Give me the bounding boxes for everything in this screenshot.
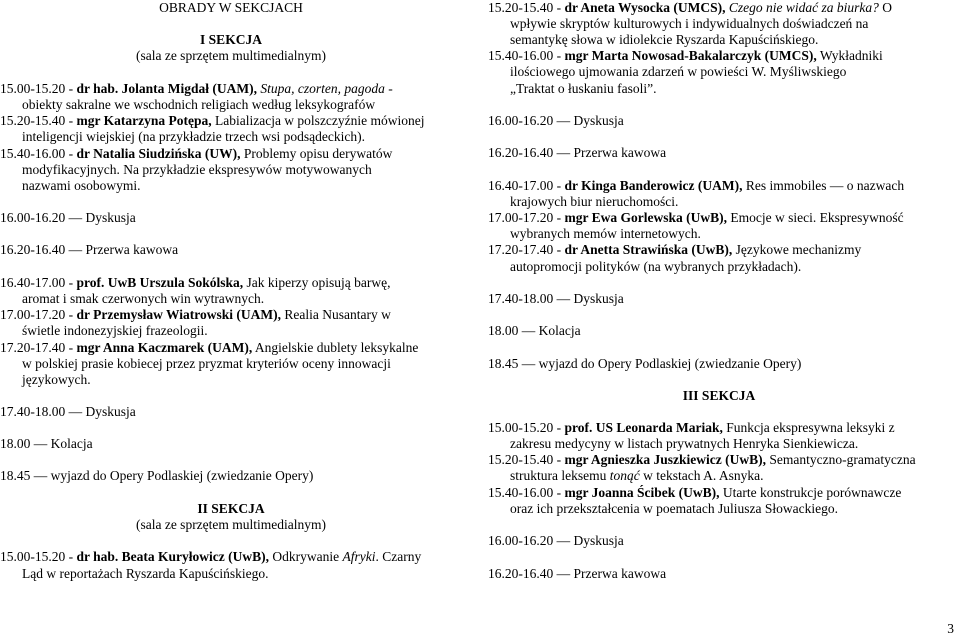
discussion: 17.40-18.00 — Dyskusja [488, 291, 624, 306]
talk-line: 17.00-17.20 - mgr Ewa Gorlewska (UwB), Emocje w sieci. Ekspresywność [488, 210, 904, 225]
coffee-break: 16.20-16.40 — Przerwa kawowa [488, 145, 667, 160]
talk-line-cont: modyfikacyjnych. Na przykładzie ekspresywów motywowanych [22, 162, 372, 177]
talk-line: 15.00-15.20 - dr hab. Jolanta Migdał (UAM), Stupa, czorten, pagoda - [0, 81, 393, 96]
talk-line-cont: semantykę słowa w idiolekcie Ryszarda Kapuścińskiego. [510, 32, 819, 47]
discussion: 17.40-18.00 — Dyskusja [0, 404, 136, 419]
talk-line: 15.40-16.00 - mgr Marta Nowosad-Bakalarczyk (UMCS), Wykładniki [488, 48, 883, 63]
page-heading: OBRADY W SEKCJACH [159, 0, 303, 15]
talk-line-cont: autopromocji polityków (na wybranych przykładach). [510, 259, 802, 274]
dinner: 18.00 — Kolacja [488, 323, 581, 338]
talk-line-cont: „Traktat o łuskaniu fasoli”. [510, 81, 657, 96]
talk-line-cont: struktura leksemu tonąć w tekstach A. Asnyka. [510, 468, 764, 483]
talk-line-cont: językowych. [22, 372, 91, 387]
page-number: 3 [947, 621, 954, 637]
discussion: 16.00-16.20 — Dyskusja [488, 113, 624, 128]
opera-trip: 18.45 — wyjazd do Opery Podlaskiej (zwiedzanie Opery) [488, 356, 802, 371]
talk-line: 15.20-15.40 - dr Aneta Wysocka (UMCS), Czego nie widać za biurka? O [488, 0, 893, 15]
talk-line: 16.40-17.00 - prof. UwB Urszula Sokólska, Jak kiperzy opisują barwę, [0, 275, 391, 290]
talk-line: 15.00-15.20 - dr hab. Beata Kuryłowicz (UwB), Odkrywanie Afryki. Czarny [0, 549, 422, 564]
talk-line-cont: aromat i smak czerwonych win wytrawnych. [22, 291, 265, 306]
talk-line-cont: wpływie skryptów kulturowych i indywidualnych doświadczeń na [510, 16, 869, 31]
talk-line: 17.20-17.40 - dr Anetta Strawińska (UwB), Językowe mechanizmy [488, 242, 862, 257]
talk-line-cont: obiekty sakralne we wschodnich religiach według leksykografów [22, 97, 376, 112]
dinner: 18.00 — Kolacja [0, 436, 93, 451]
talk-line-cont: Ląd w reportażach Ryszarda Kapuścińskiego. [22, 566, 269, 581]
coffee-break: 16.20-16.40 — Przerwa kawowa [488, 566, 667, 581]
talk-line-cont: krajowych biur nieruchomości. [510, 194, 679, 209]
coffee-break: 16.20-16.40 — Przerwa kawowa [0, 242, 179, 257]
talk-line-cont: świetle indonezyjskiej frazeologii. [22, 323, 208, 338]
section-1-title: I SEKCJA [200, 32, 262, 47]
talk-line: 16.40-17.00 - dr Kinga Banderowicz (UAM), Res immobiles — o nazwach [488, 178, 905, 193]
talk-line: 17.00-17.20 - dr Przemysław Wiatrowski (UAM), Realia Nusantary w [0, 307, 391, 322]
talk-line: 15.20-15.40 - mgr Agnieszka Juszkiewicz (UwB), Semantyczno-gramatyczna [488, 452, 916, 467]
talk-line-cont: zakresu medycyny w listach prywatnych Henryka Sienkiewicza. [510, 436, 859, 451]
talk-line: 15.20-15.40 - mgr Katarzyna Potępa, Labializacja w polszczyźnie mówionej [0, 113, 425, 128]
talk-line: 15.40-16.00 - mgr Joanna Ścibek (UwB), Utarte konstrukcje porównawcze [488, 485, 902, 500]
talk-line-cont: ilościowego ujmowania zdarzeń w powieści W. Myśliwskiego [510, 64, 847, 79]
section-3-title: III SEKCJA [682, 388, 756, 403]
discussion: 16.00-16.20 — Dyskusja [488, 533, 624, 548]
talk-line-cont: w polskiej prasie kobiecej przez pryzmat kryteriów oceny innowacji [22, 356, 391, 371]
talk-line: 15.00-15.20 - prof. US Leonarda Mariak, Funkcja ekspresywna leksyki z [488, 420, 895, 435]
section-2-subtitle: (sala ze sprzętem multimedialnym) [135, 517, 327, 532]
section-1-subtitle: (sala ze sprzętem multimedialnym) [135, 48, 327, 63]
discussion: 16.00-16.20 — Dyskusja [0, 210, 136, 225]
opera-trip: 18.45 — wyjazd do Opery Podlaskiej (zwiedzanie Opery) [0, 468, 314, 483]
talk-line-cont: inteligencji wiejskiej (na przykładzie trzech wsi podsądeckich). [22, 129, 365, 144]
section-2-title: II SEKCJA [197, 501, 265, 516]
talk-line-cont: oraz ich przekształcenia w poematach Juliusza Słowackiego. [510, 501, 838, 516]
talk-line: 17.20-17.40 - mgr Anna Kaczmarek (UAM), Angielskie dublety leksykalne [0, 340, 419, 355]
talk-line-cont: wybranych memów internetowych. [510, 226, 701, 241]
talk-line: 15.40-16.00 - dr Natalia Siudzińska (UW), Problemy opisu derywatów [0, 146, 393, 161]
talk-line-cont: nazwami osobowymi. [22, 178, 141, 193]
